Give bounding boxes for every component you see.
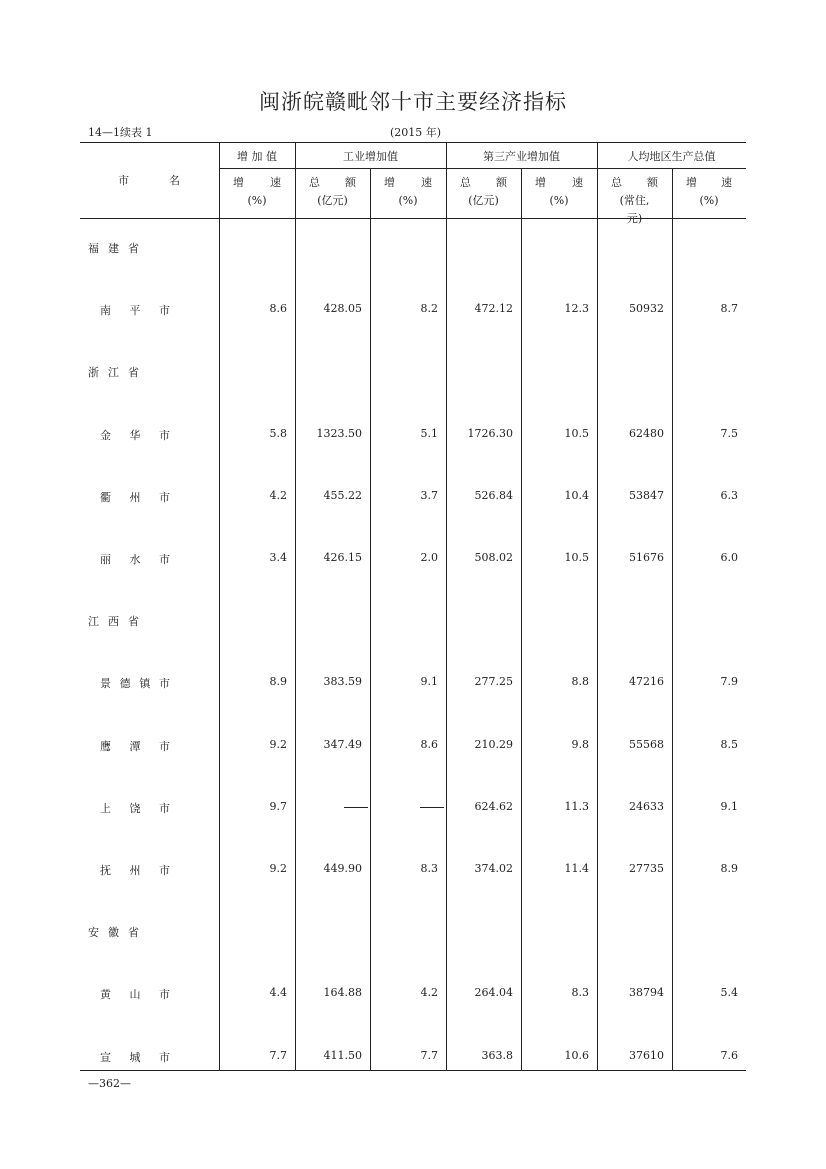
header-sub-char: 额 [647,176,658,189]
header-sub-char: 总 [309,176,320,189]
city-char: 市 [159,988,170,1001]
table-cell: 8.2 [420,302,438,315]
table-cell: 9.1 [720,800,738,813]
table-cell: 9.1 [420,675,438,688]
table-cell: 4.2 [269,489,287,502]
header-sub [309,174,356,210]
header-unit: (常住, 元) [619,194,650,225]
table-cell: 10.5 [564,551,589,564]
header-unit: (亿元) [317,194,348,207]
table-cell: 10.4 [564,489,589,502]
table-cell: 4.2 [420,986,438,999]
table-cell: 51676 [629,551,664,564]
table-cell: 8.9 [720,862,738,875]
header-sub-char: 速 [421,176,432,189]
table-cell: 164.88 [323,986,362,999]
city-char: 城 [129,1051,141,1064]
header-group: 增 加 值 [237,150,277,163]
city-char: 市 [159,740,170,753]
table-cell: 264.04 [474,986,513,999]
table-cell: 47216 [629,675,664,688]
table-cell: 9.2 [269,862,287,875]
city-char: 市 [159,491,170,504]
header-city-char: 名 [169,174,180,187]
city-label [100,1049,170,1065]
table-cell: 8.8 [571,675,589,688]
province-label: 江西省 [88,615,148,628]
city-char: 华 [129,429,141,442]
table-cell: 7.7 [420,1049,438,1062]
header-group: 第三产业增加值 [483,150,560,163]
header-sub-char: 速 [270,176,281,189]
header-city-name [118,172,180,190]
table-cell: 62480 [629,427,664,440]
province-label: 浙江省 [88,366,148,379]
table-cell: 4.4 [269,986,287,999]
table-cell: 10.6 [564,1049,589,1062]
table-cell: 10.5 [564,427,589,440]
header-group: 人均地区生产总值 [627,150,716,163]
city-label [100,302,170,318]
table-cell: 8.3 [571,986,589,999]
table-cell: 8.7 [720,302,738,315]
header-sub-char: 增 [686,176,697,189]
header-sub-char: 总 [611,176,622,189]
table-cell: 3.4 [269,551,287,564]
header-sub [233,174,281,210]
table-cell: 8.9 [269,675,287,688]
column-rule [446,142,447,1070]
city-char: 饶 [129,802,141,815]
header-unit: (%) [549,194,569,207]
table-cell: 5.4 [720,986,738,999]
city-label [100,986,170,1002]
city-char: 市 [159,304,170,317]
table-cell: 50932 [629,302,664,315]
city-label [100,489,170,505]
city-char: 山 [129,988,141,1001]
table-cell: 24633 [629,800,664,813]
table-cell: 7.7 [269,1049,287,1062]
province-label: 福建省 [88,242,148,255]
city-char: 景 [100,677,111,690]
city-label [100,551,170,567]
province-label: 安徽省 [88,926,148,939]
table-cell: 55568 [629,738,664,751]
header-sub [384,174,432,210]
header-mid-rule [219,168,746,169]
table-cell: 347.49 [323,738,362,751]
table-cell: 411.50 [323,1049,362,1062]
table-cell: 2.0 [420,551,438,564]
header-sub-char: 速 [572,176,583,189]
header-sub [535,174,583,210]
header-unit: (%) [247,194,267,207]
header-sub-char: 总 [460,176,471,189]
table-cell: 508.02 [474,551,513,564]
table-cell: 5.1 [420,427,438,440]
table-cell: 7.9 [720,675,738,688]
city-label [100,800,170,816]
column-rule [597,142,598,1070]
table-cell: 1726.30 [467,427,513,440]
table-cell: 9.2 [269,738,287,751]
header-sub-char: 额 [496,176,507,189]
header-unit: (%) [398,194,418,207]
table-cell: 363.8 [481,1049,513,1062]
city-label [100,427,170,443]
city-char: 德 [119,677,131,690]
table-cell: 7.6 [720,1049,738,1062]
table-cell: 426.15 [323,551,362,564]
city-char: 平 [129,304,141,317]
table-cell: 37610 [629,1049,664,1062]
table-cell: 624.62 [474,800,513,813]
city-char: 丽 [100,553,111,566]
city-char: 金 [100,429,111,442]
city-char: 衢 [100,491,111,504]
table-top-rule [80,142,746,143]
city-char: 市 [159,553,170,566]
table-cell: 8.5 [720,738,738,751]
city-char: 鹰 [100,740,111,753]
header-sub-char: 增 [384,176,395,189]
table-cell: 27735 [629,862,664,875]
city-char: 南 [100,304,111,317]
table-cell: 8.6 [269,302,287,315]
header-unit: (亿元) [468,194,499,207]
city-char: 市 [158,677,170,690]
missing-value-dash [344,807,368,808]
city-char: 黄 [100,988,111,1001]
table-cell: 7.5 [720,427,738,440]
table-cell: 449.90 [323,862,362,875]
table-cell: 6.0 [720,551,738,564]
table-cell: 383.59 [323,675,362,688]
table-cell: 11.3 [564,800,589,813]
page-number: —362— [88,1077,131,1090]
city-char: 宣 [100,1051,111,1064]
table-cell: 210.29 [474,738,513,751]
city-label [100,675,170,691]
page-title: 闽浙皖赣毗邻十市主要经济指标 [259,90,567,114]
table-cell: 5.8 [269,427,287,440]
city-char: 市 [159,1051,170,1064]
city-char: 州 [129,491,141,504]
city-char: 镇 [139,677,151,690]
table-cell: 6.3 [720,489,738,502]
table-cell: 428.05 [323,302,362,315]
table-cell: 472.12 [474,302,513,315]
table-year: (2015 年) [390,126,442,139]
city-char: 上 [100,802,111,815]
column-rule [295,142,296,1070]
table-number: 14—1续表 1 [88,126,153,139]
table-cell: 9.7 [269,800,287,813]
header-sub [460,174,507,210]
table-cell: 526.84 [474,489,513,502]
table-cell: 11.4 [564,862,589,875]
city-label [100,862,170,878]
table-bottom-rule [80,1070,746,1071]
table-cell: 12.3 [564,302,589,315]
city-char: 水 [129,553,141,566]
table-cell: 374.02 [474,862,513,875]
header-sub [686,174,732,210]
city-char: 市 [159,802,170,815]
city-char: 州 [129,864,141,877]
table-cell: 9.8 [571,738,589,751]
table-cell: 8.3 [420,862,438,875]
header-sub-char: 速 [721,176,732,189]
table-cell: 455.22 [323,489,362,502]
header-sub-char: 增 [535,176,546,189]
table-cell: 53847 [629,489,664,502]
city-char: 市 [159,864,170,877]
header-sub-char: 增 [233,176,244,189]
missing-value-dash [420,807,444,808]
table-cell: 8.6 [420,738,438,751]
header-group: 工业增加值 [343,150,398,163]
table-cell: 38794 [629,986,664,999]
table-cell: 3.7 [420,489,438,502]
header-sub-char: 额 [345,176,356,189]
header-sub [611,174,658,228]
table-cell: 277.25 [474,675,513,688]
city-char: 市 [159,429,170,442]
header-city-char: 市 [118,174,129,187]
city-char: 潭 [129,740,141,753]
table-cell: 1323.50 [316,427,362,440]
city-label [100,738,170,754]
city-char: 抚 [100,864,111,877]
header-unit: (%) [699,194,719,207]
column-rule [219,142,220,1070]
